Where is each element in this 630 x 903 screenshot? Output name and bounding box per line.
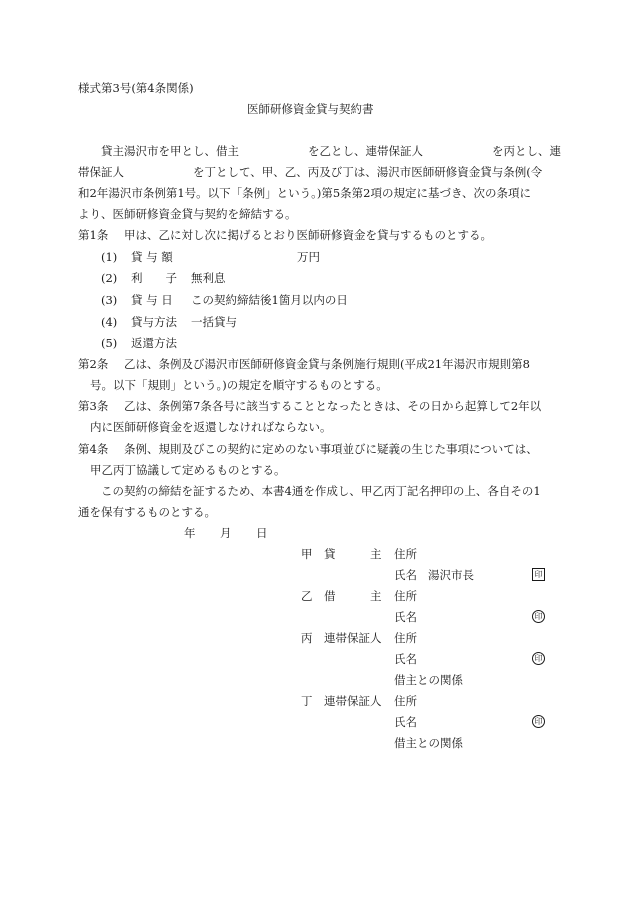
party-b-role: 借 主 bbox=[324, 589, 382, 603]
item-3-value: この契約締結後1箇月以内の日 bbox=[191, 293, 348, 307]
party-b-name-label: 氏名 bbox=[394, 610, 417, 624]
article-3-line-1: 乙は、条例第7条各号に該当することとなったときは、その日から起算して2年以 bbox=[124, 399, 542, 413]
article-1-heading: 第1条 bbox=[78, 228, 109, 242]
item-5-num: (5) bbox=[101, 336, 118, 350]
party-b-address-label: 住所 bbox=[394, 589, 417, 603]
item-1-value: 万円 bbox=[297, 250, 320, 264]
article-4-line-1: 条例、規則及びこの契約に定めのない事項並びに疑義の生じた事項については、 bbox=[124, 442, 538, 456]
party-a-name-label: 氏名 bbox=[394, 568, 417, 582]
party-c-mark: 丙 bbox=[301, 631, 313, 645]
item-1-label: 貸 与 額 bbox=[131, 250, 173, 264]
party-c-relation-label: 借主との関係 bbox=[394, 673, 463, 687]
party-d-name-label: 氏名 bbox=[394, 715, 417, 729]
item-3-label: 貸 与 日 bbox=[131, 293, 173, 307]
party-a-address-label: 住所 bbox=[394, 547, 417, 561]
item-2-label: 利 子 bbox=[131, 271, 177, 285]
item-3-num: (3) bbox=[101, 293, 118, 307]
party-d-mark: 丁 bbox=[301, 694, 313, 708]
article-3-heading: 第3条 bbox=[78, 399, 109, 413]
item-4-num: (4) bbox=[101, 315, 118, 329]
party-c-role: 連帯保証人 bbox=[324, 631, 382, 645]
party-b-mark: 乙 bbox=[301, 589, 313, 603]
party-c-name-label: 氏名 bbox=[394, 652, 417, 666]
article-2-line-1: 乙は、条例及び湯沢市医師研修資金貸与条例施行規則(平成21年湯沢市規則第8 bbox=[124, 357, 530, 371]
article-3-line-2: 内に医師研修資金を返還しなければならない。 bbox=[90, 420, 332, 434]
item-4-value: 一括貸与 bbox=[191, 315, 237, 329]
date-day: 日 bbox=[256, 526, 268, 540]
item-2-num: (2) bbox=[101, 271, 118, 285]
article-2-heading: 第2条 bbox=[78, 357, 109, 371]
form-number: 様式第3号(第4条関係) bbox=[78, 81, 194, 95]
party-c-address-label: 住所 bbox=[394, 631, 417, 645]
preamble-line-2: 帯保証人 を丁として、甲、乙、丙及び丁は、湯沢市医師研修資金貸与条例(令 bbox=[78, 165, 543, 179]
party-a-mark: 甲 bbox=[301, 547, 313, 561]
party-a-name-value: 湯沢市長 bbox=[428, 568, 474, 582]
item-2-value: 無利息 bbox=[191, 271, 226, 285]
item-5-label: 返還方法 bbox=[131, 336, 177, 350]
party-a-role: 貸 主 bbox=[324, 547, 382, 561]
closing-line-1: この契約の締結を証するため、本書4通を作成し、甲乙丙丁記名押印の上、各自その1 bbox=[101, 484, 541, 498]
party-c-seal-icon: 印 bbox=[532, 652, 545, 665]
date-year: 年 bbox=[184, 526, 196, 540]
article-4-line-2: 甲乙丙丁協議して定めるものとする。 bbox=[90, 463, 286, 477]
preamble-line-1: 貸主湯沢市を甲とし、借主 を乙とし、連帯保証人 を丙とし、連 bbox=[101, 144, 561, 158]
closing-line-2: 通を保有するものとする。 bbox=[78, 505, 216, 519]
party-d-address-label: 住所 bbox=[394, 694, 417, 708]
party-d-role: 連帯保証人 bbox=[324, 694, 382, 708]
party-a-seal-icon: 印 bbox=[532, 568, 545, 581]
article-4-heading: 第4条 bbox=[78, 442, 109, 456]
document-title: 医師研修資金貸与契約書 bbox=[247, 102, 374, 116]
preamble-line-3: 和2年湯沢市条例第1号。以下「条例」という。)第5条第2項の規定に基づき、次の条項に bbox=[78, 186, 532, 200]
item-4-label: 貸与方法 bbox=[131, 315, 177, 329]
article-1-text: 甲は、乙に対し次に掲げるとおり医師研修資金を貸与するものとする。 bbox=[124, 228, 492, 242]
date-month: 月 bbox=[220, 526, 232, 540]
party-d-seal-icon: 印 bbox=[532, 715, 545, 728]
article-2-line-2: 号。以下「規則」という。)の規定を順守するものとする。 bbox=[90, 378, 388, 392]
preamble-line-4: より、医師研修資金貸与契約を締結する。 bbox=[78, 207, 297, 221]
party-d-relation-label: 借主との関係 bbox=[394, 736, 463, 750]
party-b-seal-icon: 印 bbox=[532, 610, 545, 623]
item-1-num: (1) bbox=[101, 250, 118, 264]
